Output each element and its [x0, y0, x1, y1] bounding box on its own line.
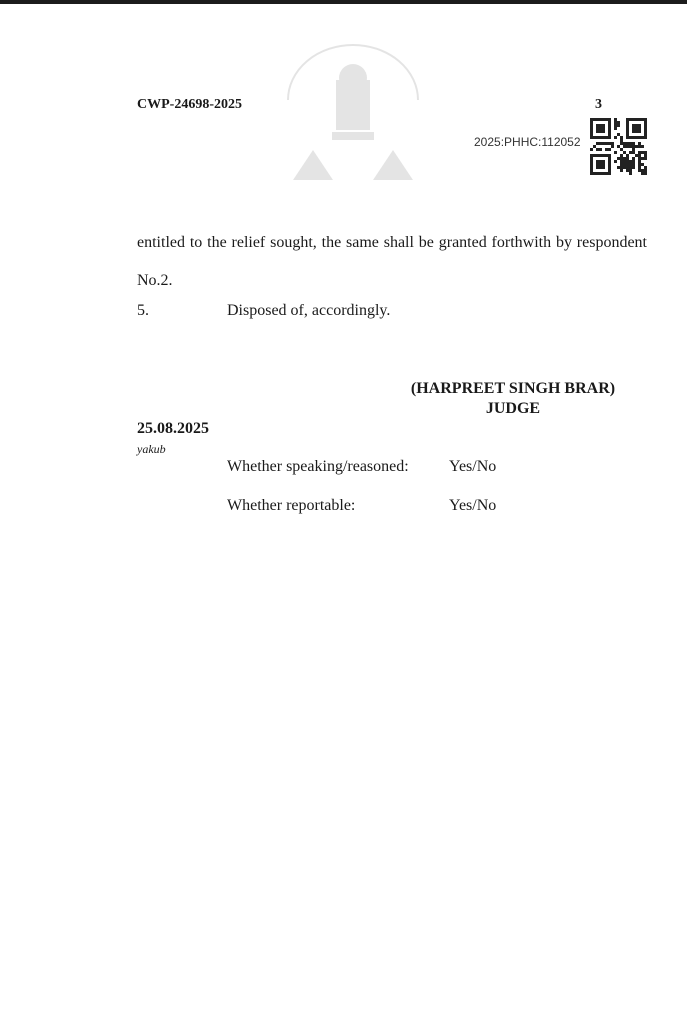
stenographer-initials: yakub — [137, 442, 166, 456]
page-number: 3 — [595, 97, 602, 112]
judge-name: (HARPREET SINGH BRAR) — [410, 380, 616, 397]
reportable-label: Whether reportable: — [227, 497, 356, 514]
top-border — [0, 0, 687, 4]
qr-code-icon — [590, 118, 647, 175]
paragraph-number: 5. — [137, 302, 149, 319]
judge-title: JUDGE — [485, 400, 541, 417]
speaking-reasoned-value: Yes/No — [449, 458, 497, 475]
court-emblem-watermark-icon — [268, 40, 438, 185]
speaking-reasoned-label: Whether speaking/reasoned: — [227, 458, 409, 475]
neutral-citation: 2025:PHHC:112052 — [474, 135, 581, 149]
paragraph-continuation: entitled to the relief sought, the same shall be granted forthwith by respondent No.2. — [137, 234, 647, 289]
order-date: 25.08.2025 — [137, 420, 209, 437]
paragraph-text: Disposed of, accordingly. — [227, 302, 391, 319]
case-number: CWP-24698-2025 — [137, 97, 242, 112]
reportable-value: Yes/No — [449, 497, 497, 514]
